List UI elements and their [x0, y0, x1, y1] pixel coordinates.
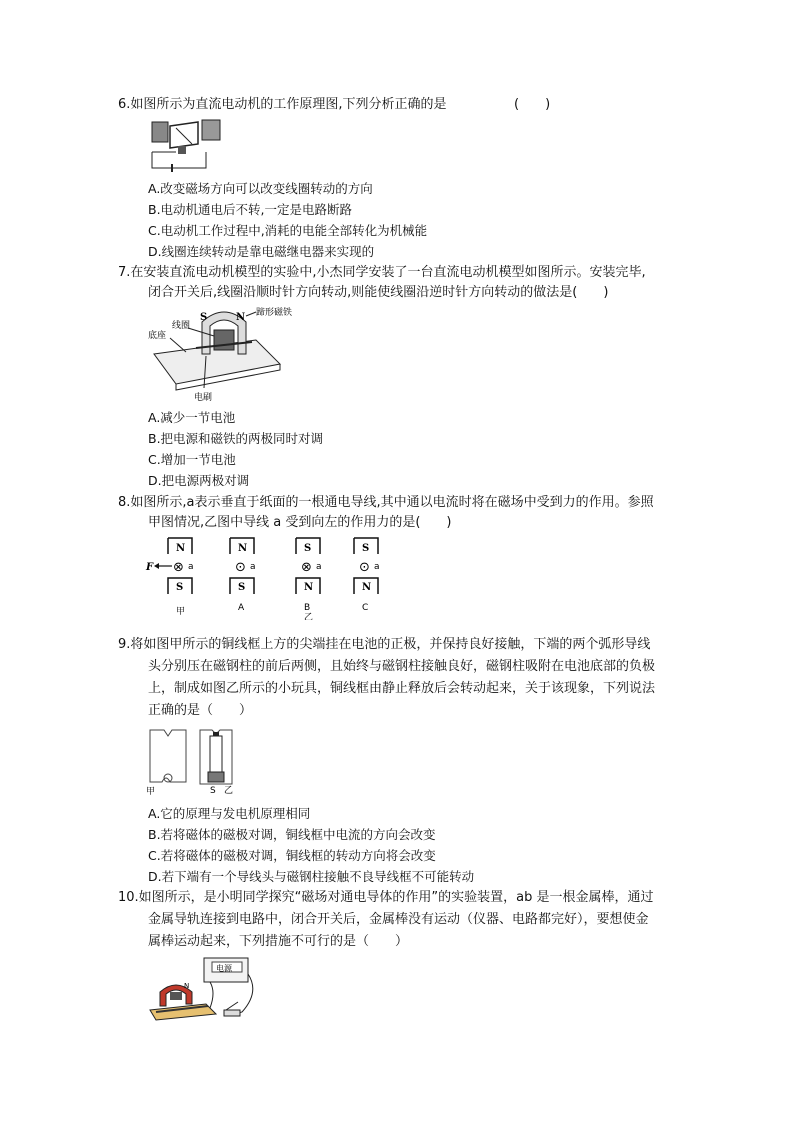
q7-stem-line1: 7.在安装直流电动机模型的实验中,小杰同学安装了一台直流电动机模型如图所示。安装完毕, — [118, 265, 646, 280]
q10-switch — [224, 1010, 240, 1016]
q6-option-c: C.电动机工作过程中,消耗的电能全部转化为机械能 — [148, 223, 428, 238]
q10-stem-line2: 金属导轨连接到电路中，闭合开关后，金属棒没有运动（仪器、电路都完好），要想使金 — [148, 912, 649, 927]
q9-copper-frame-figure — [144, 722, 244, 798]
q6-stem — [118, 96, 551, 113]
q6-magnet-right — [202, 120, 220, 140]
q8-panel-c — [354, 538, 380, 613]
q8-b-caption: B — [304, 603, 311, 613]
q9-stem-line3: 上，制成如图乙所示的小玩具，铜线框由静止释放后会转动起来，关于该现象，下列说法 — [148, 681, 656, 696]
q9-option-a: A.它的原理与发电机原理相同 — [148, 806, 311, 821]
q9-label-jia: 甲 — [146, 787, 156, 797]
q8-panel-b — [296, 538, 322, 620]
q6-option-b: B.电动机通电后不转,一定是电路断路 — [148, 202, 353, 217]
q7-option-a: A.减少一节电池 — [148, 410, 236, 425]
q7-base-pointer — [170, 338, 186, 352]
q8-c-bottom-pole: N — [362, 582, 372, 593]
q8-a-caption: A — [238, 603, 245, 613]
q10-stem-line1: 10.如图所示，是小明同学探究“磁场对通电导体的作用”的实验装置，ab 是一根金属棒，通过 — [118, 890, 654, 905]
q7-label-base: 底座 — [148, 331, 167, 341]
q7-stem-line2: 闭合开关后,线圈沿顺时针方向转动,则能使线圈沿逆时针方向转动的做法是( ) — [148, 285, 609, 300]
q10-switch-lever — [226, 1002, 238, 1010]
q7-option-c: C.增加一节电池 — [148, 452, 236, 467]
q8-b-bottom-pole: N — [304, 582, 314, 593]
q6-coil-line — [176, 128, 192, 144]
q9-option-c: C.若将磁体的磁极对调，铜线框的转动方向将会改变 — [148, 848, 436, 863]
q6-circuit-wire — [152, 152, 206, 168]
q8-jia-caption: 甲 — [176, 607, 186, 617]
q8-force-label: F — [146, 562, 154, 573]
q9-stem-line4: 正确的是（ ） — [148, 703, 253, 718]
q9-battery-cap — [213, 732, 219, 736]
q8-c-wire: ⊙ — [359, 560, 370, 575]
q9-battery — [210, 736, 222, 772]
q7-option-d: D.把电源两极对调 — [148, 473, 250, 488]
q8-c-top-pole: S — [362, 543, 370, 554]
q8-panel-jia — [145, 538, 194, 617]
q7-option-b: B.把电源和磁铁的两极同时对调 — [148, 431, 324, 446]
q8-panel-a — [230, 538, 256, 613]
q6-option-d: D.线圈连续转动是靠电磁继电器来实现的 — [148, 244, 375, 259]
q7-label-brush: 电刷 — [194, 393, 213, 403]
q8-yi-caption: 乙 — [304, 613, 314, 620]
q9-stem-line1: 9.将如图甲所示的铜线框上方的尖端挂在电池的正极，并保持良好接触，下端的两个弧形导线 — [118, 637, 651, 652]
q8-a-bottom-pole: S — [238, 582, 246, 593]
q8-a-wire: ⊙ — [235, 560, 246, 575]
q8-stem-line1: 8.如图所示,a表示垂直于纸面的一根通电导线,其中通以电流时将在磁场中受到力的作用。参照 — [118, 495, 654, 510]
q6-option-a: A.改变磁场方向可以改变线圈转动的方向 — [148, 181, 373, 196]
q10-apparatus-figure — [146, 952, 266, 1026]
q8-b-wire: ⊗ — [301, 560, 312, 575]
q6-commutator — [178, 146, 186, 154]
q6-stem-text: 6.如图所示为直流电动机的工作原理图,下列分析正确的是 — [118, 97, 447, 112]
q7-label-coil: 线圈 — [172, 321, 191, 331]
q6-magnet-left — [152, 122, 168, 142]
q8-c-caption: C — [362, 603, 369, 613]
q8-a-wire-label: a — [250, 562, 256, 572]
q8-jia-wire: ⊗ — [173, 560, 184, 575]
q7-coil — [214, 330, 234, 350]
q10-label-n: N — [184, 982, 190, 990]
q9-magnet-cylinder — [208, 772, 224, 782]
q7-label-magnet: 蹄形磁铁 — [256, 308, 293, 318]
q6-motor-figure — [146, 114, 226, 176]
q6-answer-paren: ( ) — [514, 97, 551, 112]
q9-option-b: B.若将磁体的磁极对调，铜线框中电流的方向会改变 — [148, 827, 436, 842]
q10-label-power: 电源 — [216, 964, 232, 973]
q7-motor-model-figure — [146, 304, 306, 404]
q9-label-yi: 乙 — [224, 786, 234, 796]
q8-jia-top-pole: N — [176, 543, 186, 554]
q7-magnet-pointer — [246, 312, 256, 316]
q8-magnetic-force-figure — [140, 534, 400, 620]
q8-b-wire-label: a — [316, 562, 322, 572]
q9-option-d: D.若下端有一个导线头与磁钢柱接触不良导线框不可能转动 — [148, 869, 475, 884]
q8-a-top-pole: N — [238, 543, 248, 554]
q8-c-wire-label: a — [374, 562, 380, 572]
q6-coil — [170, 122, 198, 148]
q8-force-arrowhead — [154, 563, 159, 569]
q10-stem-line3: 属棒运动起来，下列措施不可行的是（ ） — [148, 934, 409, 949]
q8-jia-wire-label: a — [188, 562, 194, 572]
q10-magnet-inner — [170, 992, 182, 1000]
q9-label-s: S — [210, 786, 216, 796]
q9-stem-line2: 头分别压在磁钢柱的前后两侧，且始终与磁钢柱接触良好，磁钢柱吸附在电池底部的负极 — [148, 659, 656, 674]
q7-label-n: N — [236, 312, 246, 323]
q8-jia-bottom-pole: S — [176, 582, 184, 593]
q8-stem-line2: 甲图情况,乙图中导线 a 受到向左的作用力的是( ) — [148, 515, 452, 530]
q7-label-s: S — [200, 312, 208, 323]
q8-b-top-pole: S — [304, 543, 312, 554]
